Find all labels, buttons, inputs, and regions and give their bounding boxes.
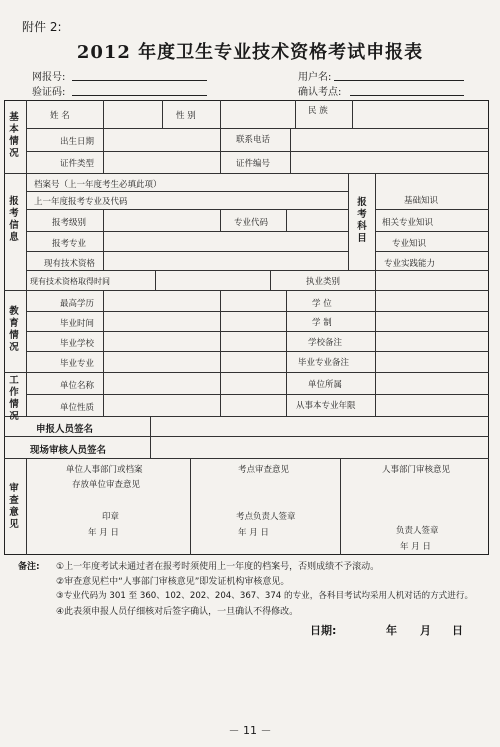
hr-review-date: 年 月 日 <box>400 542 431 552</box>
section-work-label: 工作情况 <box>9 375 19 422</box>
birth-date-label: 出生日期 <box>60 137 95 147</box>
qual-time-label: 现有技术资格取得时间 <box>30 277 110 286</box>
rule <box>150 416 151 458</box>
ethnic-label: 民 族 <box>308 106 328 116</box>
rule <box>286 209 287 231</box>
rule <box>26 100 27 416</box>
rule <box>286 290 287 416</box>
site-reviewer-sign-label: 现场审核人员签名 <box>30 445 107 456</box>
rule <box>26 128 489 129</box>
date-year-label: 年 <box>386 624 397 637</box>
rule <box>26 351 489 352</box>
section-exam-label: 报考信息 <box>9 196 19 243</box>
grad-school-label: 毕业学校 <box>60 339 95 349</box>
rule <box>26 251 348 252</box>
rule <box>26 191 348 192</box>
current-qual-label: 现有技术资格 <box>44 259 96 269</box>
section-edu-label: 教育情况 <box>9 306 19 353</box>
exam-major-label: 报考专业 <box>52 239 87 249</box>
rule <box>375 209 489 210</box>
unit-review-line1: 单位人事部门或档案 <box>66 465 143 475</box>
rule <box>4 458 489 459</box>
name-label: 姓 名 <box>50 111 70 121</box>
online-no-label: 网报号: <box>32 72 66 83</box>
subject-related-label: 相关专业知识 <box>382 218 434 228</box>
notes-label: 备注: <box>18 562 40 572</box>
work-years-label: 从事本专业年限 <box>296 401 356 411</box>
online-no-line <box>72 80 207 81</box>
edu-level-label: 最高学历 <box>60 299 95 309</box>
rule <box>26 270 489 271</box>
page-number: － 11 － <box>228 724 272 737</box>
confirm-site-line <box>350 95 464 96</box>
rule <box>375 290 376 416</box>
rule <box>220 100 221 173</box>
section-review-label: 审查意见 <box>9 483 19 530</box>
verify-code-line <box>72 95 207 96</box>
rule <box>155 270 156 290</box>
rule <box>190 458 191 555</box>
rule <box>26 331 489 332</box>
rule <box>340 458 341 555</box>
site-head-sign-label: 考点负责人签章 <box>236 512 296 522</box>
id-type-label: 证件类型 <box>60 159 95 169</box>
confirm-site-label: 确认考点: <box>298 87 342 98</box>
verify-code-label: 验证码: <box>32 87 66 98</box>
subject-basic-label: 基础知识 <box>404 196 439 206</box>
rule <box>220 209 221 231</box>
rule <box>375 251 489 252</box>
username-label: 用户名: <box>298 72 332 83</box>
rule <box>4 372 489 373</box>
grad-time-label: 毕业时间 <box>60 319 95 329</box>
rule <box>375 270 376 290</box>
degree-label: 学 位 <box>312 299 332 309</box>
attachment-label: 附件 2: <box>22 20 62 34</box>
rule <box>162 100 163 128</box>
rule <box>295 100 296 128</box>
section-basic-label: 基本情况 <box>9 112 19 159</box>
site-review-label: 考点审查意见 <box>238 465 290 475</box>
rule <box>4 416 489 417</box>
rule <box>26 151 489 152</box>
rule <box>103 290 104 416</box>
username-line <box>334 80 464 81</box>
site-review-date: 年 月 日 <box>238 528 269 538</box>
school-note-label: 学校备注 <box>308 338 343 348</box>
date-day-label: 日 <box>452 624 463 637</box>
date-label: 日期: <box>310 624 337 637</box>
subject-major-label: 专业知识 <box>392 239 427 249</box>
unit-nature-label: 单位性质 <box>60 403 95 413</box>
section-subjects-label: 报考科目 <box>357 197 367 244</box>
subject-practice-label: 专业实践能力 <box>384 259 436 269</box>
note-item-3: ③专业代码为 301 至 360、102、202、204、367、374 的专业，各科目考试均采用人机对话的方式进行。 <box>56 591 474 601</box>
unit-review-date: 年 月 日 <box>88 528 119 538</box>
head-sign-label: 负责人签章 <box>396 526 439 536</box>
rule <box>103 209 104 270</box>
rule <box>270 270 271 290</box>
date-month-label: 月 <box>420 624 431 637</box>
practice-type-label: 执业类别 <box>306 277 341 287</box>
rule <box>375 173 376 270</box>
system-label: 学 制 <box>312 318 332 328</box>
phone-label: 联系电话 <box>236 135 271 145</box>
rule <box>26 231 348 232</box>
rule <box>348 173 349 270</box>
exam-level-label: 报考级别 <box>52 218 87 228</box>
form-title: 2012 年度卫生专业技术资格考试申报表 <box>76 42 424 63</box>
rule <box>26 458 27 555</box>
rule <box>4 436 489 437</box>
rule <box>103 100 104 173</box>
rule <box>26 311 489 312</box>
grad-major-label: 毕业专业 <box>60 359 95 369</box>
rule <box>220 290 221 416</box>
rule <box>290 128 291 173</box>
gender-label: 性 别 <box>176 111 196 121</box>
unit-review-line2: 存放单位审查意见 <box>72 480 141 490</box>
hr-review-label: 人事部门审核意见 <box>382 465 451 475</box>
unit-name-label: 单位名称 <box>60 381 95 391</box>
unit-location-label: 单位所属 <box>308 380 343 390</box>
note-item-4: ④此表须申报人员仔细核对后签字确认，一旦确认不得修改。 <box>56 607 299 617</box>
applicant-sign-label: 申报人员签名 <box>36 424 94 435</box>
note-item-2: ②审查意见栏中“人事部门审核意见”即发证机构审核意见。 <box>56 577 290 587</box>
major-note-label: 毕业专业备注 <box>298 358 350 368</box>
rule <box>375 231 489 232</box>
major-code-label: 专业代码 <box>234 218 269 228</box>
rule <box>26 394 489 395</box>
note-item-1: ①上一年度考试未通过者在报考时须使用上一年度的档案号，否则成绩不予滚动。 <box>56 562 380 572</box>
id-no-label: 证件编号 <box>236 159 271 169</box>
rule <box>4 290 489 291</box>
rule <box>26 209 348 210</box>
rule <box>4 173 489 174</box>
archive-no-label: 档案号（上一年度考生必填此项） <box>34 180 162 190</box>
last-major-label: 上一年度报考专业及代码 <box>34 197 128 207</box>
unit-seal-label: 印章 <box>102 512 120 522</box>
rule <box>352 100 353 128</box>
